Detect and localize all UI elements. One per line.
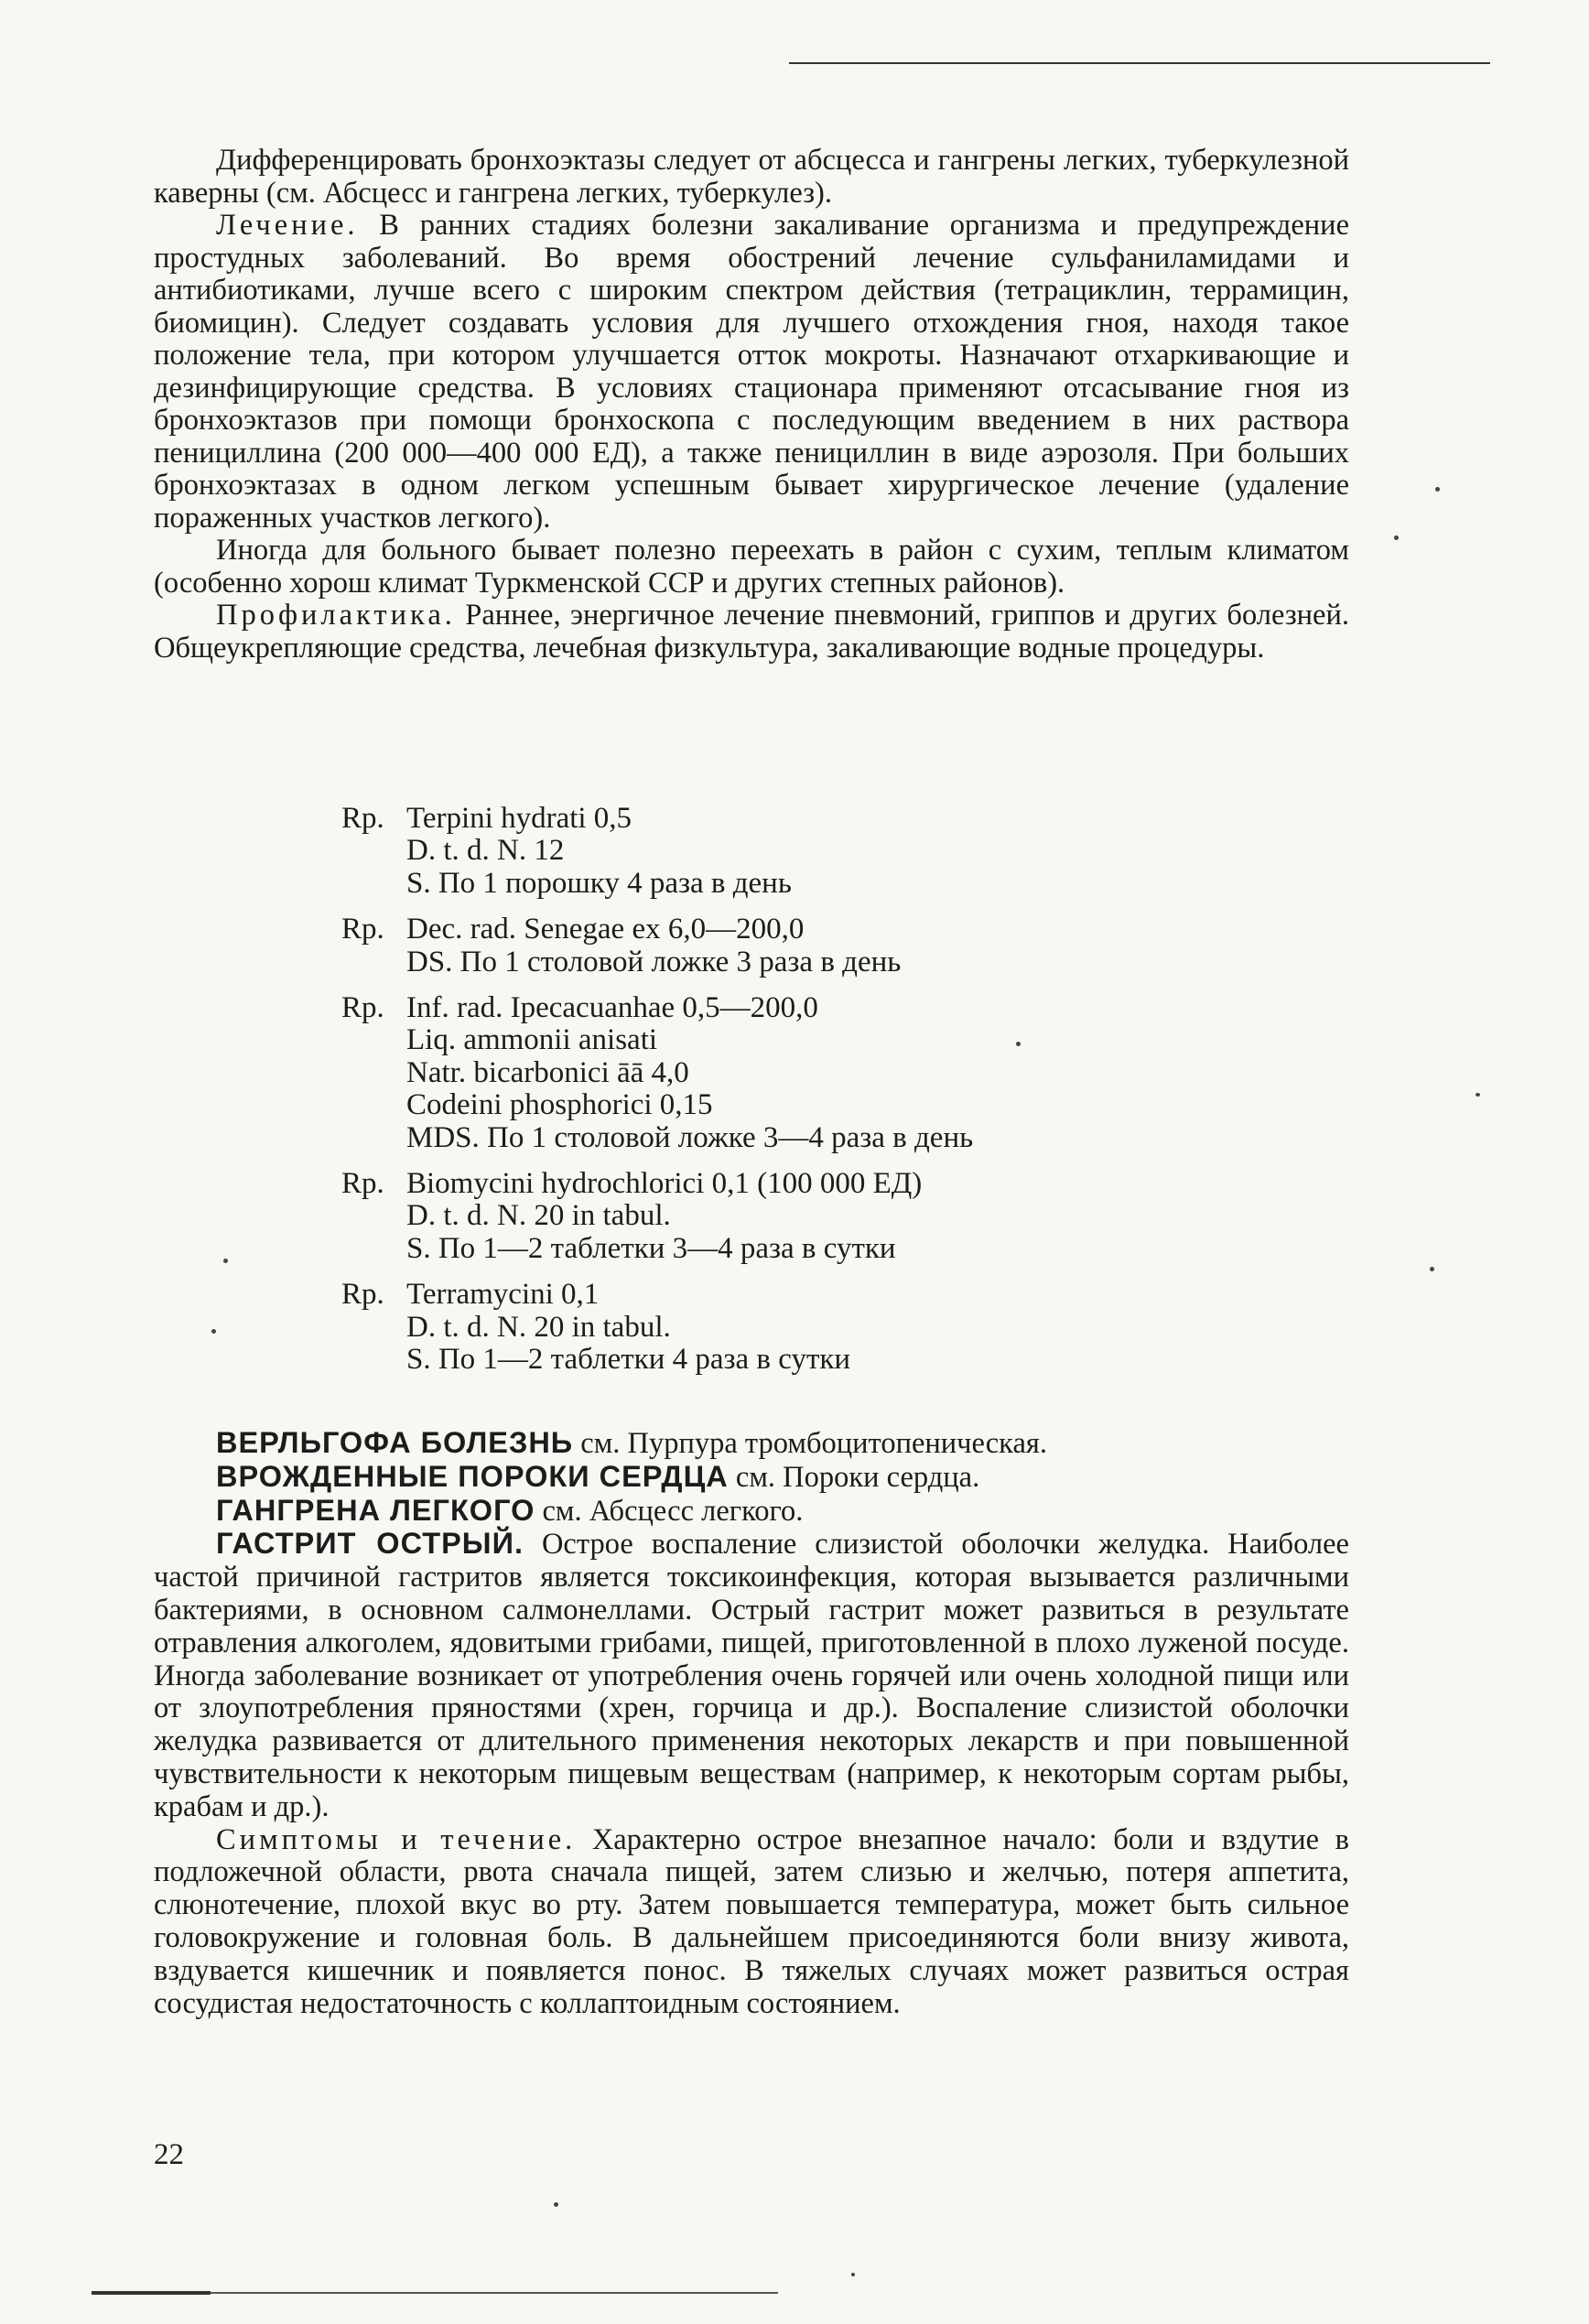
scan-speck xyxy=(1476,1093,1480,1097)
scan-speck xyxy=(211,1329,216,1334)
scan-speck xyxy=(223,1259,228,1263)
prescriptions xyxy=(341,803,1257,1390)
paragraph-differential: Дифференцировать бронхоэктазы следует от абсцесса и гангрены легких, туберкулезной каверны (см. Абсцесс и гангрена легких, туберкулез). xyxy=(154,144,1349,210)
scan-speck xyxy=(554,2202,558,2207)
scan-speck xyxy=(1435,487,1440,492)
prescription-terramycin: Rp. Terramycini 0,1 D. t. d. N. 20 in tabul. S. По 1—2 таблетки 4 раза в сутки xyxy=(341,1278,851,1377)
page-number: 22 xyxy=(154,2138,184,2171)
scan-speck xyxy=(851,2273,855,2276)
paragraph-prophylaxis: Профилактика. Раннее, энергичное лечение пневмоний, гриппов и других болезней. Общеукрепляющие средства, лечебная физкультура, закаливающие водные процедуры. xyxy=(154,599,1349,665)
prescription-terpin: Rp. Terpini hydrati 0,5 D. t. d. N. 12 S. По 1 порошку 4 раза в день xyxy=(341,802,792,900)
prescription-senega: Rp. Dec. rad. Senegae ex 6,0—200,0 DS. По 1 столовой ложке 3 раза в день xyxy=(341,913,902,978)
prescription-biomycin: Rp. Biomycini hydrochlorici 0,1 (100 000 ЕД) D. t. d. N. 20 in tabul. S. По 1—2 таблетки 3—4 раза в сутки xyxy=(341,1167,923,1265)
scan-speck xyxy=(1394,535,1399,540)
entry-congenital-heart: ВРОЖДЕННЫЕ ПОРОКИ СЕРДЦА см. Пороки сердца. xyxy=(216,1459,980,1494)
entry-werlhof: ВЕРЛЬГОФА БОЛЕЗНЬ см. Пурпура тромбоцитопеническая. xyxy=(216,1426,1047,1460)
entry-gastritis: ГАСТРИТ ОСТРЫЙ. Острое воспаление слизистой оболочки желудка. Наиболее частой причиной гастритов является токсикоинфекция, которая вызывается различными бактериями, в основном салмонеллами. Острый гастрит может развиться в результате отравления алкоголем, ядовитыми грибами, пищей, приготовленной в плохо луженой посуде. Иногда заболевание возникает от употребления очень горячей или очень холодной пищи или от злоупотребления пряностями (хрен, горчица и др.). Воспаление слизистой оболочки желудка развивается от длительного применения некоторых лекарств и при повышенной чувствительности к некоторым пищевым веществам (например, к некоторым сортам рыбы, крабам и др.). xyxy=(154,1527,1349,1823)
scan-speck xyxy=(1430,1267,1434,1271)
paragraph-symptoms: Симптомы и течение. Характерно острое внезапное начало: боли и вздутие в подложечной области, рвота сначала пищей, затем слизью и желчью, потеря аппетита, слюнотечение, плохой вкус во рту. Затем повышается температура, может быть сильное головокружение и головная боль. В дальнейшем присоединяются боли внизу живота, вздувается кишечник и появляется понос. В тяжелых случаях может развиться острая сосудистая недостаточность с коллаптоидным состоянием. xyxy=(154,1822,1349,2020)
prescription-ipecacuanha: Rp. Inf. rad. Ipecacuanhae 0,5—200,0 Liq. ammonii anisati Natr. bicarbonici āā 4,0 Codeini phosphorici 0,15 MDS. По 1 столовой ложке 3—4 раза в день xyxy=(341,991,974,1154)
paragraph-climate: Иногда для больного бывает полезно переехать в район с сухим, теплым климатом (особенно хорош климат Туркменской ССР и других степных районов). xyxy=(154,534,1349,600)
entry-lung-gangrene: ГАНГРЕНА ЛЕГКОГО см. Абсцесс легкого. xyxy=(216,1493,804,1528)
paragraph-treatment: Лечение. В ранних стадиях болезни закаливание организма и предупреждение простудных заболеваний. Во время обострений лечение сульфаниламидами и антибиотиками, лучше всего с широким спектром действия (тетрациклин, террамицин, биомицин). Следует создавать условия для лучшего отхождения гноя, находя такое положение тела, при котором улучшается отток мокроты. Назначают отхаркивающие и дезинфицирующие средства. В условиях стационара применяют отсасывание гноя из бронхоэктазов при помощи бронхоскопа с последующим введением в них раствора пенициллина (200 000—400 000 ЕД), а также пенициллин в виде аэрозоля. При больших бронхоэктазах в одном легком успешным бывает хирургическое лечение (удаление пораженных участков легкого). xyxy=(154,209,1349,535)
bottom-rule-thick xyxy=(92,2291,211,2295)
dictionary-entries xyxy=(154,1427,1349,2020)
top-rule xyxy=(789,62,1490,64)
scan-speck xyxy=(1016,1042,1021,1046)
top-text xyxy=(154,145,1349,665)
